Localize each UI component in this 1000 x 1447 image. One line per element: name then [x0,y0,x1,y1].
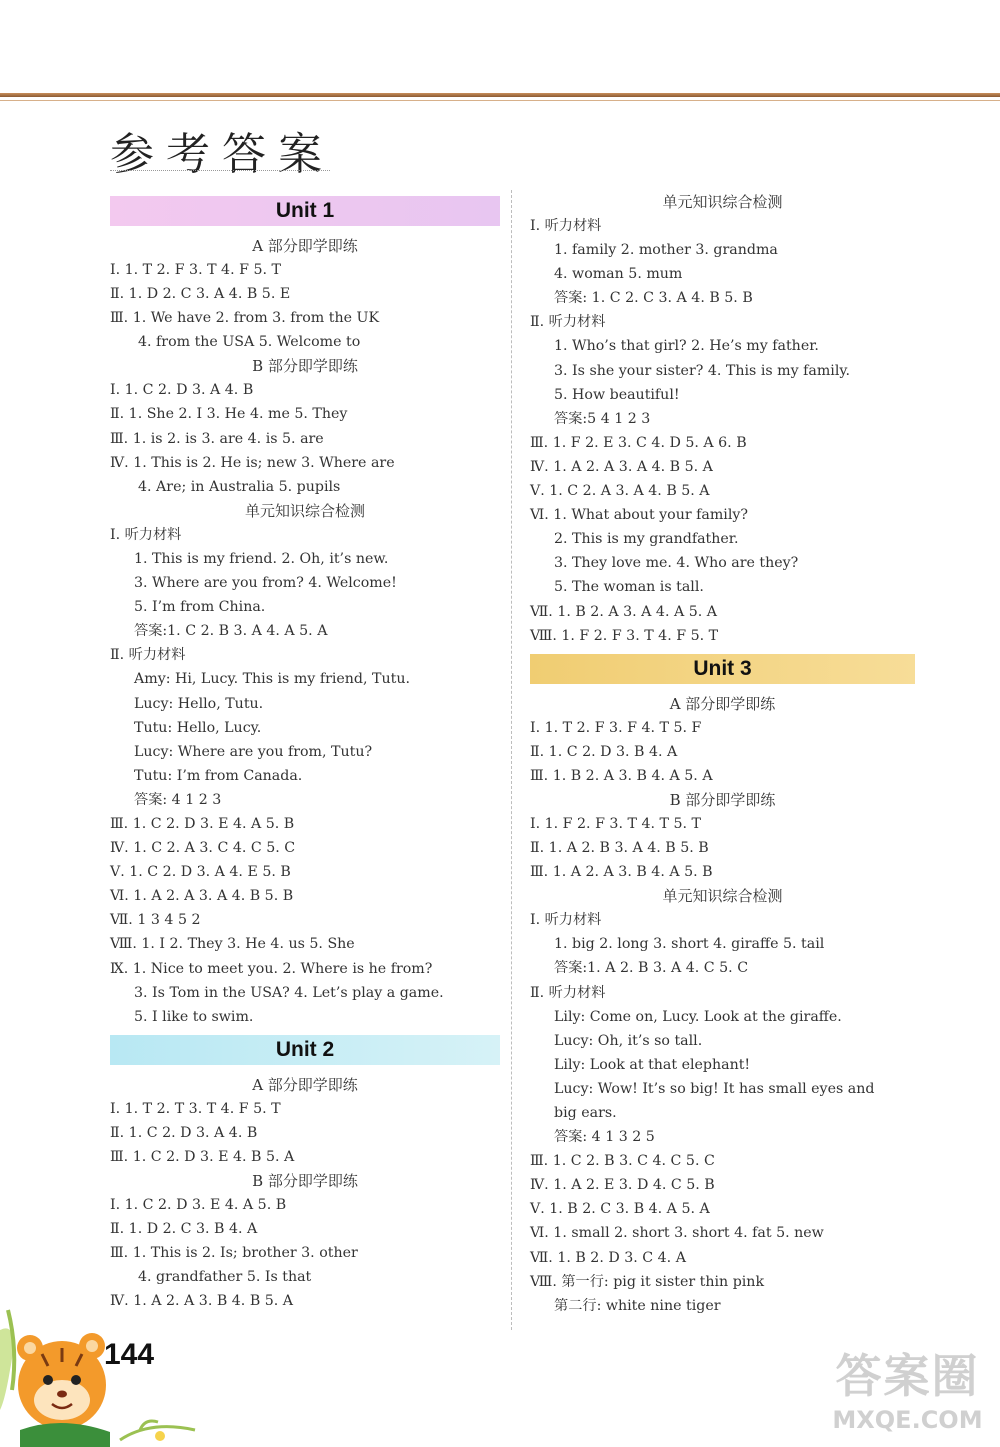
answer-line: 答案:1. A 2. B 3. A 4. C 5. C [554,960,749,977]
answer-line: Ⅲ. 1. B 2. A 3. B 4. A 5. A [530,767,713,784]
answer-line: 5. How beautiful! [554,386,680,403]
answer-line: Ⅶ. 1 3 4 5 2 [110,912,201,929]
answer-line: Ⅶ. 1. B 2. D 3. C 4. A [530,1249,686,1266]
answer-line: Ⅲ. 1. A 2. A 3. B 4. A 5. B [530,864,713,881]
answer-line: 3. Is Tom in the USA? 4. Let’s play a game. [134,984,444,1001]
answer-line: Ⅳ. 1. A 2. A 3. A 4. B 5. A [530,458,713,475]
section-heading: B 部分即学即练 [669,790,776,809]
answer-line: Ⅲ. 1. F 2. E 3. C 4. D 5. A 6. B [530,434,747,451]
answer-line: 1. Who’s that girl? 2. He’s my father. [554,338,819,355]
answer-line: 答案:5 4 1 2 3 [554,410,651,427]
answer-line: 3. Where are you from? 4. Welcome! [134,575,397,592]
answer-line: 5. I like to swim. [134,1008,254,1025]
answer-line: Ⅴ. 1. C 2. A 3. A 4. B 5. A [530,483,710,500]
answer-line: Ⅳ. 1. A 2. A 3. B 4. B 5. A [110,1293,294,1310]
top-rule [0,93,1000,97]
answer-line: Ⅰ. 听力材料 [110,526,182,543]
answer-line: Ⅷ. 1. I 2. They 3. He 4. us 5. She [110,936,355,953]
answer-line: Ⅰ. 1. T 2. T 3. T 4. F 5. T [110,1100,281,1117]
answer-line: Ⅳ. 1. A 2. E 3. D 4. C 5. B [530,1177,715,1194]
answer-line: Ⅱ. 1. A 2. B 3. A 4. B 5. B [530,840,709,857]
answer-line: Ⅰ. 1. C 2. D 3. A 4. B [110,382,254,399]
answer-line: Ⅰ. 听力材料 [530,912,602,929]
unit-heading: Unit 1 [110,196,500,226]
answer-line: Ⅱ. 听力材料 [530,314,606,331]
watermark [820,1340,995,1434]
answer-line: Ⅱ. 听力材料 [110,647,186,664]
answer-line: Ⅷ. 第一行: pig it sister thin pink [530,1273,765,1290]
answer-line: Ⅱ. 1. D 2. C 3. A 4. B 5. E [110,286,291,303]
column-divider [511,190,512,1330]
top-rule-thin [0,100,1000,101]
answer-line: Ⅰ. 听力材料 [530,218,602,234]
answer-line: Amy: Hi, Lucy. This is my friend, Tutu. [134,671,410,688]
section-heading: A 部分即学即练 [669,694,776,713]
answer-line: 5. I’m from China. [134,599,266,616]
answer-line: Ⅴ. 1. C 2. D 3. A 4. E 5. B [110,864,291,881]
answer-line: Lucy: Wow! It’s so big! It has small eyes and [554,1080,875,1097]
answer-line: 1. family 2. mother 3. grandma [554,242,778,259]
watermark-logo: 答案圈 [835,1349,980,1403]
answer-line: Lucy: Hello, Tutu. [134,695,264,712]
answer-line: Ⅲ. 1. C 2. D 3. E 4. B 5. A [110,1149,295,1165]
section-heading: B 部分即学即练 [252,1172,358,1191]
answer-line: 4. grandfather 5. Is that [138,1269,312,1286]
section-heading: 单元知识综合检测 [662,887,783,906]
answer-line: Ⅰ. 1. F 2. F 3. T 4. T 5. T [530,815,701,832]
answer-line: Ⅷ. 1. F 2. F 3. T 4. F 5. T [530,627,719,644]
answer-line: Lucy: Oh, it’s so tall. [554,1032,703,1049]
answer-line: 答案: 4 1 3 2 5 [554,1129,655,1146]
answer-line: Lucy: Where are you from, Tutu? [134,743,373,760]
answer-line: Ⅰ. 1. C 2. D 3. E 4. A 5. B [110,1197,287,1214]
answer-line: 第二行: white nine tiger [554,1297,721,1314]
answer-line: Ⅰ. 1. T 2. F 3. F 4. T 5. F [530,719,702,736]
unit-heading: Unit 2 [110,1035,500,1065]
page-title: 参考答案 [110,129,334,180]
answer-line: Ⅸ. 1. Nice to meet you. 2. Where is he from? [110,960,433,977]
answer-line: Ⅲ. 1. This is 2. Is; brother 3. other [110,1245,358,1262]
answer-line: Ⅵ. 1. A 2. A 3. A 4. B 5. B [110,888,294,905]
answer-line: Tutu: I’m from Canada. [134,767,303,784]
right-column [530,190,915,1318]
answer-line: 4. Are; in Australia 5. pupils [138,478,341,495]
answer-line: Ⅶ. 1. B 2. A 3. A 4. A 5. A [530,603,718,620]
left-column [110,190,500,1314]
answer-line: Ⅲ. 1. C 2. D 3. E 4. A 5. B [110,815,295,832]
answer-line: Ⅲ. 1. We have 2. from 3. from the UK [110,310,380,327]
section-heading: 单元知识综合检测 [244,501,365,520]
answer-line: Ⅴ. 1. B 2. C 3. B 4. A 5. A [530,1201,710,1218]
section-heading: B 部分即学即练 [252,357,358,376]
answer-line: Ⅵ. 1. What about your family? [530,507,749,524]
watermark-url: MXQE.COM [832,1406,983,1434]
title-underline [110,170,330,171]
answer-line: Ⅳ. 1. C 2. A 3. C 4. C 5. C [110,840,296,857]
answer-line: 答案: 4 1 2 3 [134,791,222,808]
answer-line: 3. Is she your sister? 4. This is my family. [554,362,851,379]
answer-line: Ⅱ. 1. D 2. C 3. B 4. A [110,1221,258,1238]
answer-line: Ⅱ. 1. C 2. D 3. A 4. B [110,1124,258,1141]
section-heading: 单元知识综合检测 [662,193,783,211]
page-number: 144 [104,1338,155,1371]
answer-line: big ears. [554,1105,617,1121]
answer-line: Ⅱ. 听力材料 [530,984,606,1001]
answer-line: Ⅱ. 1. C 2. D 3. B 4. A [530,743,678,760]
answer-line: Ⅲ. 1. is 2. is 3. are 4. is 5. are [110,430,324,447]
answer-line: Lily: Come on, Lucy. Look at the giraffe. [554,1008,842,1025]
answer-line: 1. This is my friend. 2. Oh, it’s new. [134,550,389,567]
section-heading: A 部分即学即练 [252,1075,358,1094]
answer-line: Ⅰ. 1. T 2. F 3. T 4. F 5. T [110,262,281,278]
answer-line: 3. They love me. 4. Who are they? [554,555,799,572]
answer-line: 2. This is my grandfather. [554,531,739,548]
answer-line: 4. from the USA 5. Welcome to [138,334,361,351]
answer-line: Lily: Look at that elephant! [554,1056,751,1073]
answer-line: Ⅲ. 1. C 2. B 3. C 4. C 5. C [530,1153,715,1170]
answer-line: Tutu: Hello, Lucy. [134,719,262,736]
answer-line: Ⅵ. 1. small 2. short 3. short 4. fat 5. new [530,1225,824,1242]
answer-line: 4. woman 5. mum [554,266,683,283]
answer-line: 答案:1. C 2. B 3. A 4. A 5. A [134,623,328,640]
answer-line: 1. big 2. long 3. short 4. giraffe 5. tail [554,936,825,953]
section-heading: A 部分即学即练 [252,237,358,255]
unit-heading: Unit 3 [530,654,915,684]
answer-line: 答案: 1. C 2. C 3. A 4. B 5. B [554,290,753,307]
answer-line: Ⅱ. 1. She 2. I 3. He 4. me 5. They [110,406,348,423]
answer-line: 5. The woman is tall. [554,579,704,596]
tiger-mascot-icon [0,1290,200,1447]
answer-line: Ⅳ. 1. This is 2. He is; new 3. Where are [110,454,395,471]
